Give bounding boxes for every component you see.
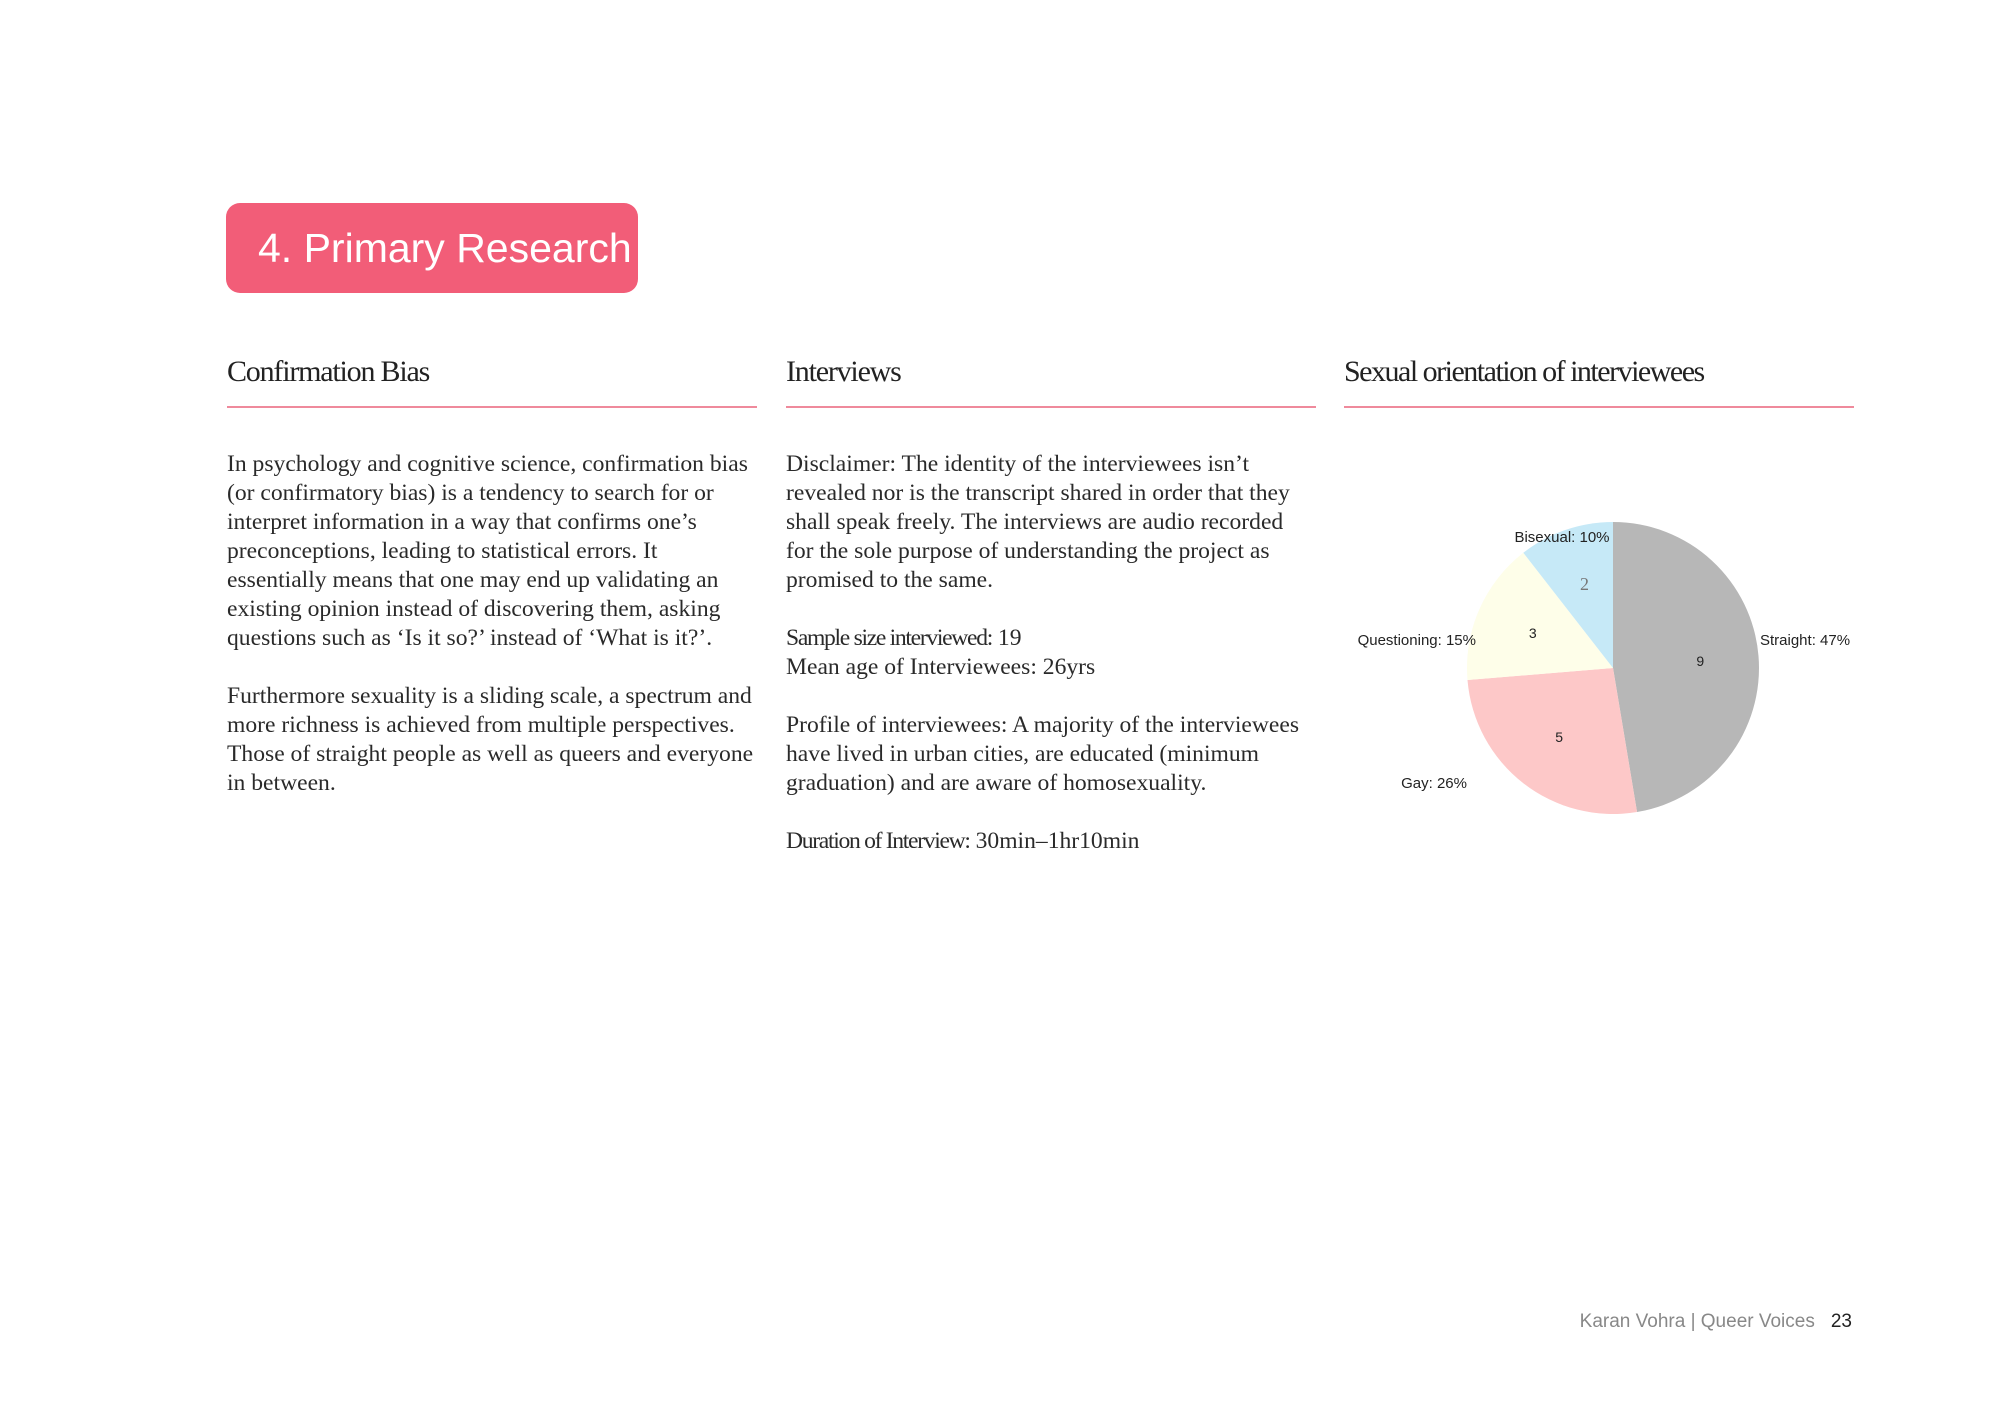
page-footer [1580,1311,1852,1333]
pie-value-label-4: 2 [1580,574,1590,595]
pie-category-label-4: Bisexual: 10% [1514,529,1610,546]
section-title: 4. Primary Research [258,225,632,271]
mean-age: Mean age of Interviewees: 26yrs [786,654,1096,680]
confirmation-bias-column [227,350,757,827]
page-number: 23 [1830,1311,1852,1332]
interviews-profile: Profile of interviewees: A majority of the interviewees have lived in urban cities, are educated (minimum graduation) and are aware of homosexuality. [786,712,1300,796]
footer-text: Karan Vohra | Queer Voices [1579,1311,1815,1332]
pie-value-label-1: 9 [1696,652,1705,669]
confirmation-bias-body [227,450,757,798]
pie-slice-2 [1467,668,1637,814]
interviews-column [786,350,1316,885]
orientation-heading: Sexual orientation of interviewees [1344,350,1854,408]
orientation-column [1344,350,1854,408]
pie-category-label-1: Straight: 47% [1760,632,1851,649]
duration-label: Duration of Interview: [786,828,970,854]
interviews-stats [786,624,1316,682]
pie-slice-1 [1613,522,1759,812]
pie-category-label-3: Questioning: 15% [1357,632,1476,649]
sample-size-value: 19 [997,625,1022,651]
confirmation-bias-heading: Confirmation Bias [227,350,757,408]
confirmation-bias-paragraph-1: In psychology and cognitive science, confirmation bias (or confirmatory bias) is a tendency to search for or interpret information in a way that confirms one’s preconceptions, leading to statistical errors. It essentially means that one may end up validating an existing opinion instead of discovering them, asking questions such as ‘Is it so?’ instead of ‘What is it?’. [227,451,748,651]
interviews-body [786,450,1316,856]
confirmation-bias-paragraph-2: Furthermore sexuality is a sliding scale, a spectrum and more richness is achieved from multiple perspectives. Those of straight people as well as queers and everyone in between. [227,683,754,796]
interviews-heading: Interviews [786,350,1316,408]
pie-category-label-2: Gay: 26% [1401,775,1467,792]
interviews-disclaimer: Disclaimer: The identity of the interviewees isn’t revealed nor is the transcript shared in order that they shall speak freely. The interviews are audio recorded for the sole purpose of understanding the project as promised to the same. [786,451,1290,593]
pie-value-label-3: 3 [1528,624,1537,641]
pie-value-label-2: 5 [1555,729,1564,746]
duration-value: 30min–1hr10min [975,828,1140,854]
interviews-duration [786,827,1316,856]
sample-size-label: Sample size interviewed: [786,625,992,651]
pie-chart-svg [1340,518,1860,858]
section-title-badge [226,203,638,293]
orientation-pie-chart [1340,518,1860,858]
